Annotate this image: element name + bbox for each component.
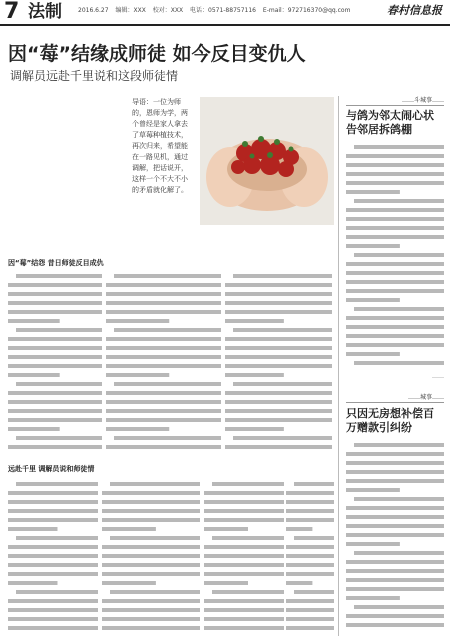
text-line [225, 310, 332, 314]
page-number: 7 [4, 0, 20, 24]
text-line [106, 391, 221, 395]
text-line [8, 545, 98, 549]
text-line [233, 328, 332, 332]
text-line [106, 292, 221, 296]
text-line [8, 283, 102, 287]
text-line [286, 563, 334, 567]
text-line [346, 506, 444, 510]
text-line [354, 497, 444, 501]
text-line [286, 599, 334, 603]
text-line [8, 400, 102, 404]
text-line [102, 509, 200, 513]
text-line [294, 536, 334, 540]
text-line [212, 482, 284, 486]
text-line [225, 364, 332, 368]
text-line [225, 346, 332, 350]
text-block-3 [225, 271, 332, 459]
editor-label: 编辑：XXX [115, 7, 146, 14]
text-line [346, 334, 444, 338]
page-header [0, 0, 450, 24]
article-headline: 因“莓”结缘成师徒 如今反目变仇人 [8, 43, 306, 65]
text-line [346, 163, 444, 167]
header-rule [0, 24, 450, 26]
text-block-7 [286, 479, 334, 635]
text-line [212, 590, 284, 594]
text-line [16, 536, 98, 540]
text-line [8, 409, 102, 413]
text-line [16, 382, 102, 386]
section-heading-2: 远赴千里 调解员说和师徒情 [8, 465, 95, 473]
article-column-2 [106, 271, 221, 459]
text-block-5 [102, 479, 200, 635]
text-line [346, 488, 400, 492]
text-line [354, 443, 444, 447]
text-line [346, 479, 444, 483]
text-line [346, 262, 444, 266]
text-line [204, 527, 248, 531]
article-column-1 [8, 271, 102, 459]
text-line [106, 346, 221, 350]
text-line [8, 373, 60, 377]
text-line [106, 400, 221, 404]
text-line [346, 542, 400, 546]
text-line [286, 572, 334, 576]
text-line [346, 452, 444, 456]
issue-date: 2016.6.27 [78, 7, 109, 14]
text-line [8, 445, 102, 449]
text-line [346, 560, 444, 564]
text-line [346, 271, 444, 275]
section-title: 法制 [28, 2, 62, 22]
text-line [212, 536, 284, 540]
text-line [102, 527, 156, 531]
text-line [225, 292, 332, 296]
text-line [8, 599, 98, 603]
text-line [8, 310, 102, 314]
article-column-7 [286, 479, 334, 635]
article-intro: 导语：一位为师的，恩师为学，两个曾经是家人拿去了草莓种植技术，再次归来，希望能在一路见机，通过调解，把话说开，这样一个不大不小的矛盾就化解了。 [132, 98, 188, 194]
text-line [225, 409, 332, 413]
text-line [114, 382, 221, 386]
email-label: E-mail：972716370@qq.com [262, 7, 351, 14]
text-line [354, 145, 444, 149]
text-line [102, 626, 200, 630]
text-block-4 [8, 479, 98, 635]
sidebar-story-title-1: 与鸽为邻太闹心状告邻居拆鸽棚 [346, 109, 434, 136]
text-block-8 [346, 142, 444, 372]
text-line [286, 500, 334, 504]
text-line [225, 373, 284, 377]
text-line [8, 319, 60, 323]
text-line [346, 343, 444, 347]
strawberry-photo [200, 97, 334, 225]
phone-label: 电话：0571-88757116 [190, 7, 256, 14]
text-line [8, 572, 98, 576]
text-line [346, 470, 444, 474]
text-line [8, 346, 102, 350]
text-line [233, 436, 332, 440]
text-line [204, 572, 284, 576]
text-line [114, 274, 221, 278]
text-line [225, 445, 332, 449]
text-line [346, 298, 400, 302]
text-line [286, 545, 334, 549]
text-line [102, 554, 200, 558]
text-line [204, 509, 284, 513]
text-line [110, 482, 200, 486]
text-line [346, 352, 400, 356]
header-meta [78, 7, 355, 15]
text-line [346, 226, 444, 230]
text-line [346, 614, 444, 618]
text-block-6 [204, 479, 284, 635]
text-line [106, 310, 221, 314]
text-line [102, 500, 200, 504]
text-line [8, 391, 102, 395]
text-line [346, 181, 444, 185]
text-line [8, 337, 102, 341]
text-line [106, 409, 221, 413]
text-line [102, 518, 200, 522]
text-line [114, 328, 221, 332]
article-column-3 [225, 271, 332, 459]
text-line [346, 587, 444, 591]
text-line [110, 536, 200, 540]
text-line [286, 518, 334, 522]
text-line [354, 253, 444, 257]
text-line [102, 608, 200, 612]
text-line [8, 364, 102, 368]
text-line [16, 274, 102, 278]
article-column-4 [8, 479, 98, 635]
text-line [354, 199, 444, 203]
text-line [204, 608, 284, 612]
text-line [102, 545, 200, 549]
text-line [8, 509, 98, 513]
text-line [8, 292, 102, 296]
sidebar-banner-1: ……斗城事…… [346, 96, 444, 106]
text-line [346, 596, 400, 600]
text-line [346, 244, 400, 248]
text-line [102, 599, 200, 603]
sidebar-story-title-2: 只因无房想补偿百万赠款引纠纷 [346, 407, 434, 434]
text-line [286, 554, 334, 558]
text-line [346, 569, 444, 573]
text-line [346, 154, 444, 158]
text-line [102, 563, 200, 567]
sidebar-byline-1: …… [432, 373, 444, 380]
text-line [294, 482, 334, 486]
proofreader-label: 校对：XXX [152, 7, 184, 14]
section-heading-1: 因“莓”结怨 昔日师徒反目成仇 [8, 259, 104, 267]
text-line [204, 500, 284, 504]
text-block-9 [346, 440, 444, 630]
text-line [346, 623, 444, 627]
text-line [102, 581, 156, 585]
text-line [106, 445, 221, 449]
text-line [16, 436, 102, 440]
text-line [8, 554, 98, 558]
sidebar-story-body-1 [346, 142, 444, 372]
text-line [354, 361, 444, 365]
text-line [346, 316, 444, 320]
text-line [225, 418, 332, 422]
text-line [225, 427, 284, 431]
text-line [102, 617, 200, 621]
text-line [8, 527, 58, 531]
article-column-5 [102, 479, 200, 635]
text-line [114, 436, 221, 440]
text-line [346, 217, 444, 221]
text-line [106, 283, 221, 287]
text-line [16, 590, 98, 594]
text-line [102, 491, 200, 495]
text-line [8, 418, 102, 422]
text-line [110, 590, 200, 594]
text-line [106, 355, 221, 359]
text-line [286, 617, 334, 621]
text-line [346, 280, 444, 284]
text-line [225, 301, 332, 305]
text-line [106, 301, 221, 305]
text-line [286, 491, 334, 495]
text-line [346, 325, 444, 329]
text-line [102, 572, 200, 576]
text-line [8, 355, 102, 359]
text-line [346, 515, 444, 519]
text-line [346, 533, 444, 537]
text-line [233, 382, 332, 386]
text-line [16, 328, 102, 332]
text-line [106, 373, 169, 377]
text-line [225, 400, 332, 404]
text-line [286, 626, 334, 630]
text-line [225, 283, 332, 287]
hands-with-strawberries-image [200, 97, 334, 225]
text-line [204, 599, 284, 603]
text-line [8, 427, 60, 431]
text-line [204, 581, 248, 585]
text-line [8, 518, 98, 522]
text-line [225, 355, 332, 359]
column-divider [338, 96, 339, 636]
text-line [286, 509, 334, 513]
text-line [204, 617, 284, 621]
text-line [346, 461, 444, 465]
text-line [346, 524, 444, 528]
text-line [354, 551, 444, 555]
text-line [233, 274, 332, 278]
text-line [106, 319, 169, 323]
text-line [8, 491, 98, 495]
article-column-6 [204, 479, 284, 635]
text-line [204, 554, 284, 558]
text-line [106, 364, 221, 368]
text-block-1 [8, 271, 102, 459]
text-line [346, 172, 444, 176]
text-line [8, 626, 98, 630]
newspaper-masthead: 春村信息报 [387, 4, 442, 17]
text-line [204, 626, 284, 630]
text-line [106, 337, 221, 341]
sidebar-story-body-2 [346, 440, 444, 630]
sidebar-banner-2: ……城事…… [346, 393, 444, 403]
text-line [294, 590, 334, 594]
text-line [346, 235, 444, 239]
text-line [16, 482, 98, 486]
text-line [286, 527, 312, 531]
text-block-2 [106, 271, 221, 459]
text-line [8, 617, 98, 621]
text-line [8, 301, 102, 305]
text-line [286, 581, 312, 585]
text-line [286, 608, 334, 612]
text-line [346, 190, 400, 194]
text-line [225, 319, 284, 323]
text-line [8, 608, 98, 612]
text-line [204, 491, 284, 495]
text-line [346, 289, 444, 293]
text-line [204, 545, 284, 549]
text-line [225, 337, 332, 341]
text-line [8, 563, 98, 567]
text-line [106, 427, 169, 431]
text-line [346, 578, 444, 582]
text-line [354, 605, 444, 609]
text-line [204, 563, 284, 567]
text-line [346, 208, 444, 212]
text-line [354, 307, 444, 311]
text-line [204, 518, 284, 522]
article-subhead: 调解员远赴千里说和这段师徒情 [10, 69, 179, 83]
text-line [225, 391, 332, 395]
text-line [106, 418, 221, 422]
text-line [8, 500, 98, 504]
text-line [8, 581, 58, 585]
